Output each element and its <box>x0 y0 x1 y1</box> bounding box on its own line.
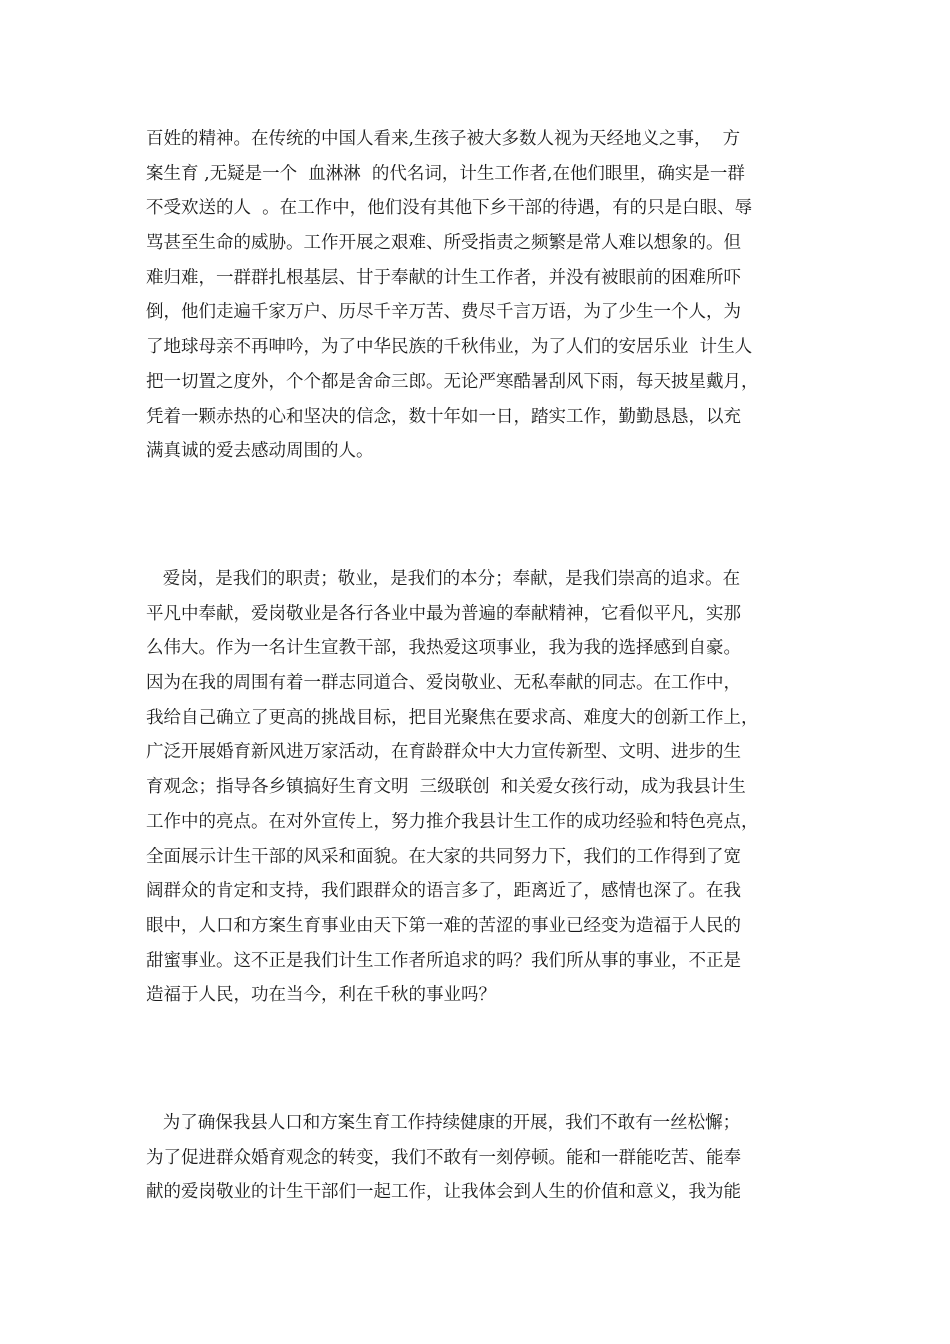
text-line: 育观念；指导各乡镇搞好生育文明 三级联创 和关爱女孩行动，成为我县计生 <box>146 777 746 798</box>
text-line: 全面展示计生干部的风采和面貌。在大家的共同努力下，我们的工作得到了宽 <box>146 846 741 867</box>
text-line: 为了促进群众婚育观念的转变，我们不敢有一刻停顿。能和一群能吃苦、能奉 <box>146 1147 741 1168</box>
text-line: 么伟大。作为一名计生宣教干部，我热爱这项事业，我为我的选择感到自豪。 <box>146 638 741 659</box>
text-line: 百姓的精神。在传统的中国人看来,生孩子被大多数人视为天经地义之事， 方 <box>146 129 741 149</box>
text-line: 甜蜜事业。这不正是我们计生工作者所追求的吗？我们所从事的事业，不正是 <box>146 950 741 971</box>
text-line: 爱岗，是我们的职责；敬业，是我们的本分；奉献，是我们崇高的追求。在 <box>146 569 741 589</box>
text-line: 工作中的亮点。在对外宣传上，努力推介我县计生工作的成功经验和特色亮点， <box>146 811 759 832</box>
text-line: 骂甚至生命的威胁。工作开展之艰难、所受指责之频繁是常人难以想象的。但 <box>146 233 741 254</box>
text-line: 眼中，人口和方案生育事业由天下第一难的苦涩的事业已经变为造福于人民的 <box>146 915 741 936</box>
text-line: 因为在我的周围有着一群志同道合、爱岗敬业、无私奉献的同志。在工作中， <box>146 673 741 694</box>
text-line: 我给自己确立了更高的挑战目标，把目光聚焦在要求高、难度大的创新工作上， <box>146 707 759 728</box>
text-line: 案生育 ,无疑是一个 血淋淋 的代名词，计生工作者,在他们眼里，确实是一群 <box>146 163 745 184</box>
text-line: 把一切置之度外，个个都是舍命三郎。无论严寒酷暑刮风下雨，每天披星戴月， <box>146 371 759 392</box>
text-line: 不受欢送的人 。在工作中，他们没有其他下乡干部的待遇，有的只是白眼、辱 <box>146 198 753 219</box>
text-line: 造福于人民，功在当今，利在千秋的事业吗？ <box>146 985 496 1006</box>
text-line: 难归难，一群群扎根基层、甘于奉献的计生工作者，并没有被眼前的困难所吓 <box>146 267 741 288</box>
text-line: 倒，他们走遍千家万户、历尽千辛万苦、费尽千言万语，为了少生一个人，为 <box>146 302 741 323</box>
text-line: 平凡中奉献，爱岗敬业是各行各业中最为普遍的奉献精神，它看似平凡，实那 <box>146 603 741 624</box>
text-line: 满真诚的爱去感动周围的人。 <box>146 441 374 462</box>
text-line: 阔群众的肯定和支持，我们跟群众的语言多了，距离近了，感情也深了。在我 <box>146 881 741 902</box>
paragraph-2 <box>146 562 810 1013</box>
text-line: 广泛开展婚育新风进万家活动，在育龄群众中大力宣传新型、文明、进步的生 <box>146 742 741 763</box>
text-line: 了地球母亲不再呻吟，为了中华民族的千秋伟业，为了人们的安居乐业 计生人 <box>146 337 753 358</box>
paragraph-1 <box>146 122 810 469</box>
paragraph-3 <box>146 1106 810 1210</box>
text-line: 为了确保我县人口和方案生育工作持续健康的开展，我们不敢有一丝松懈； <box>146 1113 741 1133</box>
text-line: 凭着一颗赤热的心和坚决的信念，数十年如一日，踏实工作，勤勤恳恳，以充 <box>146 406 741 427</box>
text-line: 献的爱岗敬业的计生干部们一起工作，让我体会到人生的价值和意义，我为能 <box>146 1182 741 1203</box>
